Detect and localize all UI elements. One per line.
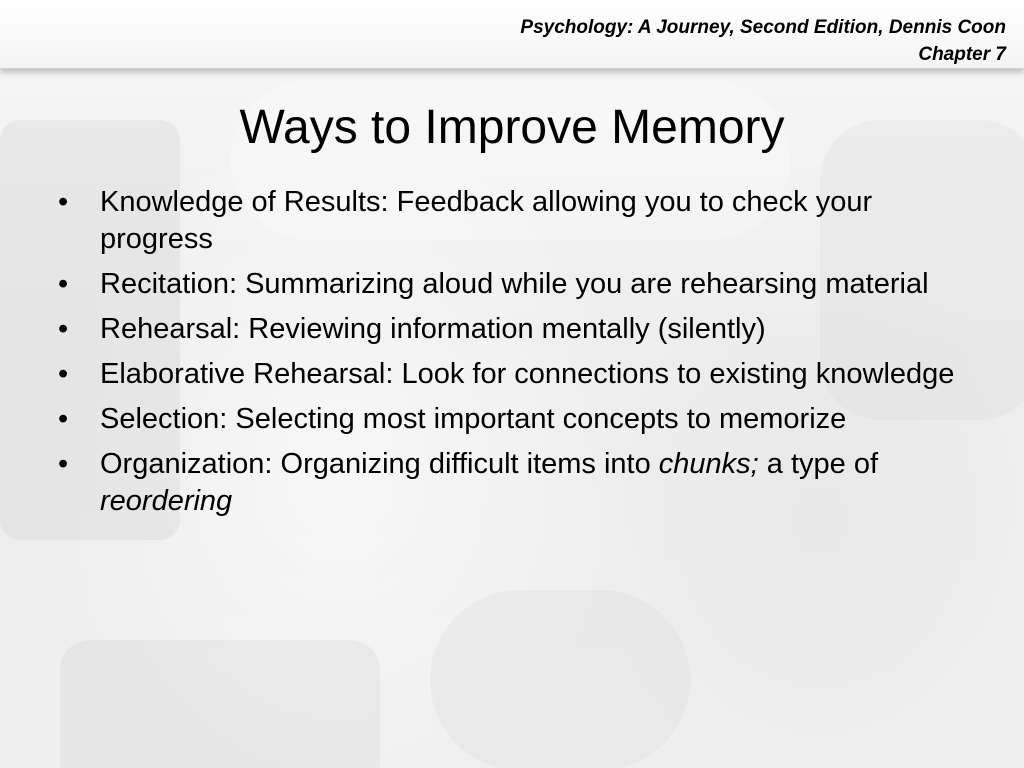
bullet-icon: •	[58, 313, 69, 345]
background-shape	[430, 590, 690, 768]
header-band	[0, 0, 1024, 69]
bullet-icon: •	[58, 448, 69, 480]
bullet-item	[58, 311, 958, 348]
bullet-item	[58, 184, 958, 258]
bullet-text: Selection: Selecting most important concepts to memorize	[100, 403, 847, 435]
emphasized-term: reordering	[100, 485, 233, 517]
bullet-text: Recitation: Summarizing aloud while you are rehearsing material	[100, 268, 929, 300]
background-shape	[60, 640, 380, 768]
bullet-text: Knowledge of Results: Feedback allowing you to check your progress	[100, 186, 873, 255]
bullet-icon: •	[58, 358, 69, 390]
emphasized-term: chunks;	[658, 448, 759, 480]
slide-title: Ways to Improve Memory	[239, 101, 785, 154]
bullet-text-part: Organization: Organizing difficult items into	[100, 448, 659, 480]
bullet-text: Elaborative Rehearsal: Look for connections to existing knowledge	[100, 358, 955, 390]
bullet-item	[58, 266, 958, 303]
bullet-icon: •	[58, 268, 69, 300]
bullet-text-part: a type of	[758, 448, 879, 480]
bullet-item	[58, 356, 958, 393]
bullet-item	[58, 446, 958, 520]
bullet-list	[58, 184, 958, 528]
bullet-text: Rehearsal: Reviewing information mentally (silently)	[100, 313, 766, 345]
bullet-text	[100, 448, 878, 517]
header-book-title: Psychology: A Journey, Second Edition, Dennis Coon	[520, 17, 1006, 38]
bullet-item	[58, 401, 958, 438]
bullet-icon: •	[58, 186, 69, 218]
bullet-icon: •	[58, 403, 69, 435]
header-text	[520, 14, 1006, 68]
header-chapter: Chapter 7	[918, 44, 1006, 65]
